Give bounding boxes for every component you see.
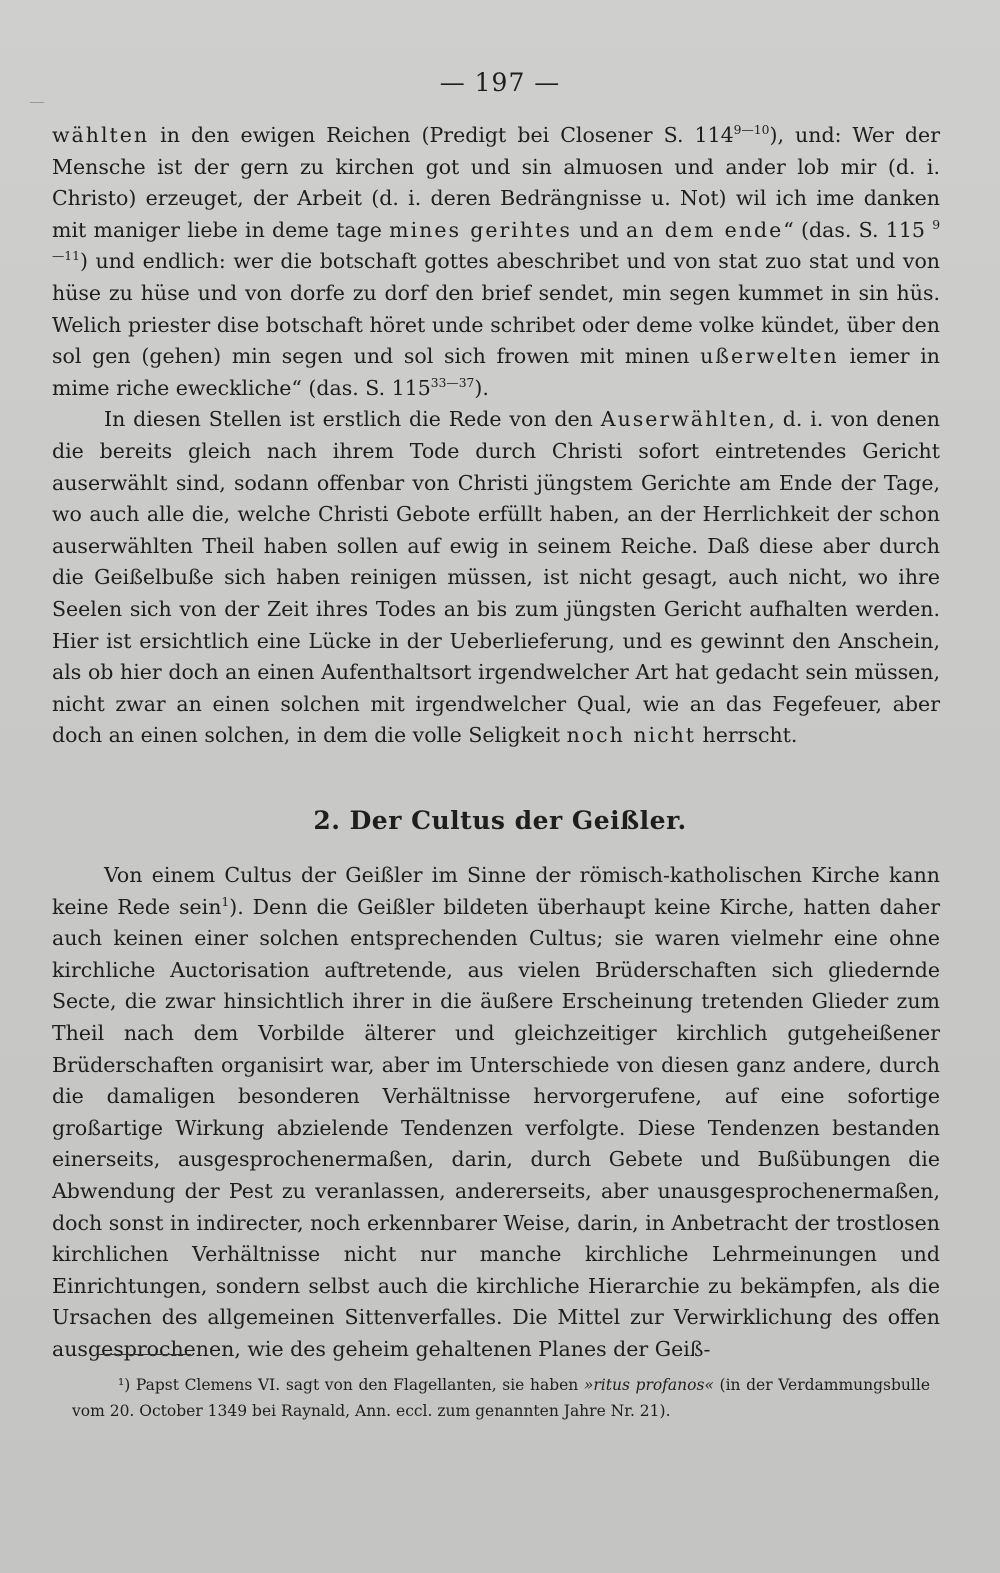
emphasis-span: mines gerihtes bbox=[389, 217, 572, 242]
text-span: ). Denn die Geißler bildeten überhaupt keine Kirche, hatten daher auch keinen einer solchen entsprechenden Cultus; sie waren vielmehr eine ohne kirchliche Auctorisation auftretende, aus vielen Brüderschaften sich gliedernde Secte, die zwar hinsichtlich ihrer in die äußere Erscheinung tretenden Glieder zum Theil nach dem Vorbilde älterer und gleichzeitiger kirchlich gutgeheißener Brüderschaften organisirt war, aber im Unterschiede von diesen ganz andere, durch die damaligen besonderen Verhältnisse hervorgerufene, auf eine sofortige großartige Wirkung abzielende Tendenzen verfolgte. Diese Tendenzen bestanden einerseits, ausgesprochenermaßen, darin, durch Gebete und Bußübungen die Abwendung der Pest zu veranlassen, andererseits, aber unausgesprochenermaßen, doch sonst in indirecter, noch erkennbarer Weise, darin, in Anbetracht der trostlosen kirchlichen Verhältnisse nicht nur manche kirchliche Lehrmeinungen und Einrichtungen, sondern selbst auch die kirchliche Hierarchie zu bekämpfen, als die Ursachen des allgemeinen Sittenverfalles. Die Mittel zur Verwirklichung des offen ausgesprochenen, wie des geheim gehaltenen Planes der Geiß- bbox=[52, 894, 940, 1361]
text-span: “ (das. S. 115 bbox=[783, 217, 933, 242]
text-span: herrscht. bbox=[696, 723, 798, 748]
superscript-ref: 9—11 bbox=[52, 217, 941, 264]
margin-mark bbox=[30, 102, 44, 103]
footnote-text bbox=[72, 1372, 930, 1424]
emphasis-span: an dem ende bbox=[626, 217, 784, 242]
page-number: — 197 — bbox=[439, 68, 561, 97]
text-span: und bbox=[571, 217, 627, 242]
footnote-divider bbox=[97, 1354, 191, 1355]
text-span: In diesen Stellen ist erstlich die Rede von den bbox=[104, 407, 601, 432]
paragraph-quote-continuation bbox=[52, 120, 940, 404]
text-span: wählten bbox=[52, 123, 150, 147]
text-span: (in der Verdammungsbulle vom 20. October 1349 bei Raynald, Ann. eccl. zum genannten Jahre Nr. 21). bbox=[72, 1376, 930, 1420]
text-span: ), und: Wer der Mensche ist der gern zu kirchen got und sin almuosen und ander lob mir (d. i. Christo) erzeuget, der Arbeit (d. i. deren Bedrängnisse u. Not) wil ich ime danken mit maniger liebe in deme tage bbox=[52, 123, 940, 242]
text-block-lower bbox=[52, 860, 940, 1366]
emphasis-span: ußerwelten bbox=[700, 344, 839, 369]
footnote bbox=[72, 1372, 930, 1424]
emphasis-span: noch nicht bbox=[566, 723, 697, 748]
latin-quote: »ritus profanos« bbox=[583, 1376, 714, 1394]
text-span: iemer in mime riche eweckliche“ (das. S. 115 bbox=[52, 344, 940, 400]
paragraph-interpretation bbox=[52, 404, 940, 752]
footnote-marker: 1 bbox=[221, 894, 230, 909]
text-span: , d. i. von denen die bereits gleich nach ihrem Tode durch Christi sofort eintretendes Gericht auserwählt sind, sodann offenbar von Christi jüngstem Gerichte am Ende der Tage, wo auch alle die, welche Christi Gebote erfüllt haben, an der Herrlichkeit der schon auserwählten Theil haben sollen auf ewig in seinem Reiche. Daß diese aber durch die Geißelbuße sich haben reinigen müssen, ist nicht gesagt, auch nicht, wo ihre Seelen sich von der Zeit ihres Todes an bis zum jüngsten Gericht aufhalten werden. Hier ist ersichtlich eine Lücke in der Ueberlieferung, und es gewinnt den Anschein, als ob hier doch an einen Aufenthaltsort irgendwelcher Art hat gedacht sein müssen, nicht zwar an einen solchen mit irgendwelcher Qual, wie an das Fegefeuer, aber doch an einen solchen, in dem die volle Seligkeit bbox=[52, 407, 940, 748]
paragraph-cultus bbox=[52, 860, 940, 1366]
text-span: ) und endlich: wer die botschaft gottes abeschribet und von stat zuo stat und von hüse zu hüse und von dorfe zu dorf den brief sendet, min segen kummet in sin hüs. Welich priester dise botschaft höret unde schribet oder deme volke kündet, über den sol gen (gehen) min segen und sol sich frowen mit minen bbox=[52, 249, 940, 369]
text-span: ). bbox=[474, 375, 489, 400]
emphasis-span: Auserwählten bbox=[600, 407, 769, 432]
superscript-ref: 33—37 bbox=[430, 375, 475, 390]
text-block-upper bbox=[52, 120, 940, 752]
text-span: Von einem Cultus der Geißler im Sinne der römisch-katholischen Kirche kann keine Rede sein bbox=[52, 863, 940, 919]
text-span: ¹) Papst Clemens VI. sagt von den Flagellanten, sie haben bbox=[118, 1376, 584, 1394]
text-span: in den ewigen Reichen (Predigt bei Closener S. 114 bbox=[149, 123, 734, 147]
section-heading: 2. Der Cultus der Geißler. bbox=[313, 806, 687, 835]
superscript-ref: 9—10 bbox=[733, 123, 770, 138]
